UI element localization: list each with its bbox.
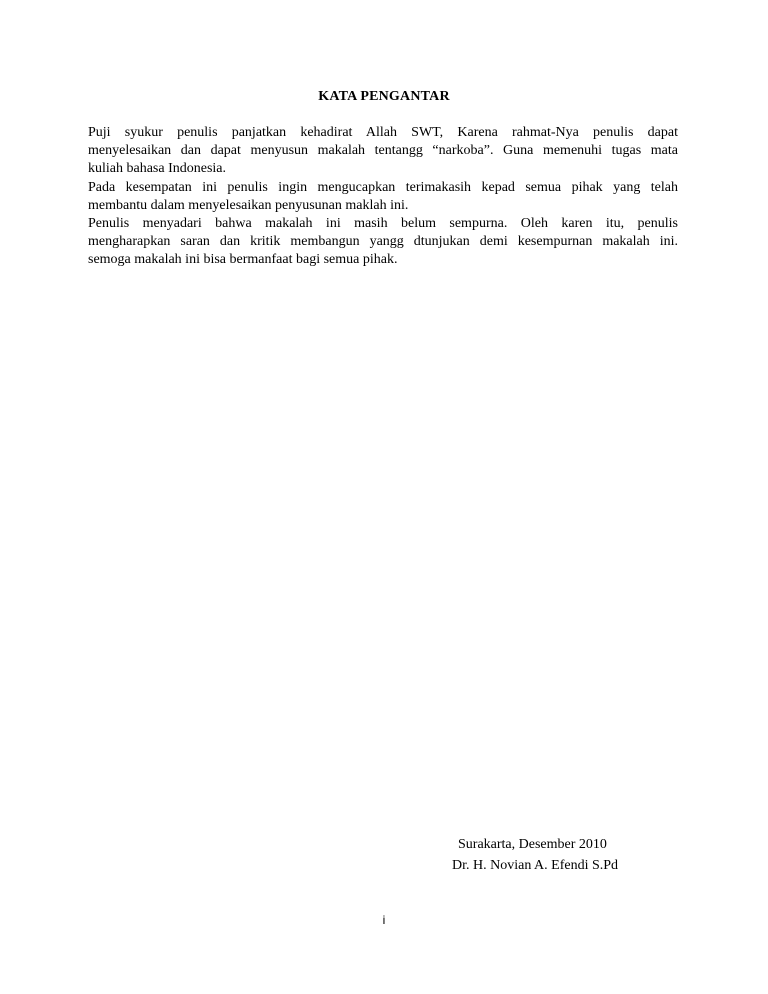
paragraph-line: Puji syukur penulis panjatkan kehadirat Allah SWT, Karena rahmat-Nya penulis dapat [88,125,678,140]
paragraph-line: mengharapkan saran dan kritik membangun yangg dtunjukan demi kesempurnan makalah ini. [88,234,678,250]
paragraph-line: Pada kesempatan ini penulis ingin mengucapkan terimakasih kepad semua pihak yang telah [88,179,678,195]
paragraph-line: kuliah bahasa Indonesia. [88,161,227,177]
paragraph-line: Penulis menyadari bahwa makalah ini masih belum sempurna. Oleh karen itu, penulis [88,216,678,232]
paragraph-line: membantu dalam menyelesaikan penyusunan maklah ini. [88,197,409,213]
paragraph-line: semoga makalah ini bisa bermanfaat bagi semua pihak. [88,252,398,268]
preface-body [88,124,678,270]
signature-name: Dr. H. Novian A. Efendi S.Pd [452,858,619,873]
page-number: i [382,913,386,927]
page-title: KATA PENGANTAR [318,89,450,104]
signature-place-date: Surakarta, Desember 2010 [458,837,607,852]
paragraph-line: menyelesaikan dan dapat menyusun makalah tentangg “narkoba”. Guna memenuhi tugas mata [88,143,678,159]
signature-block [446,834,646,876]
